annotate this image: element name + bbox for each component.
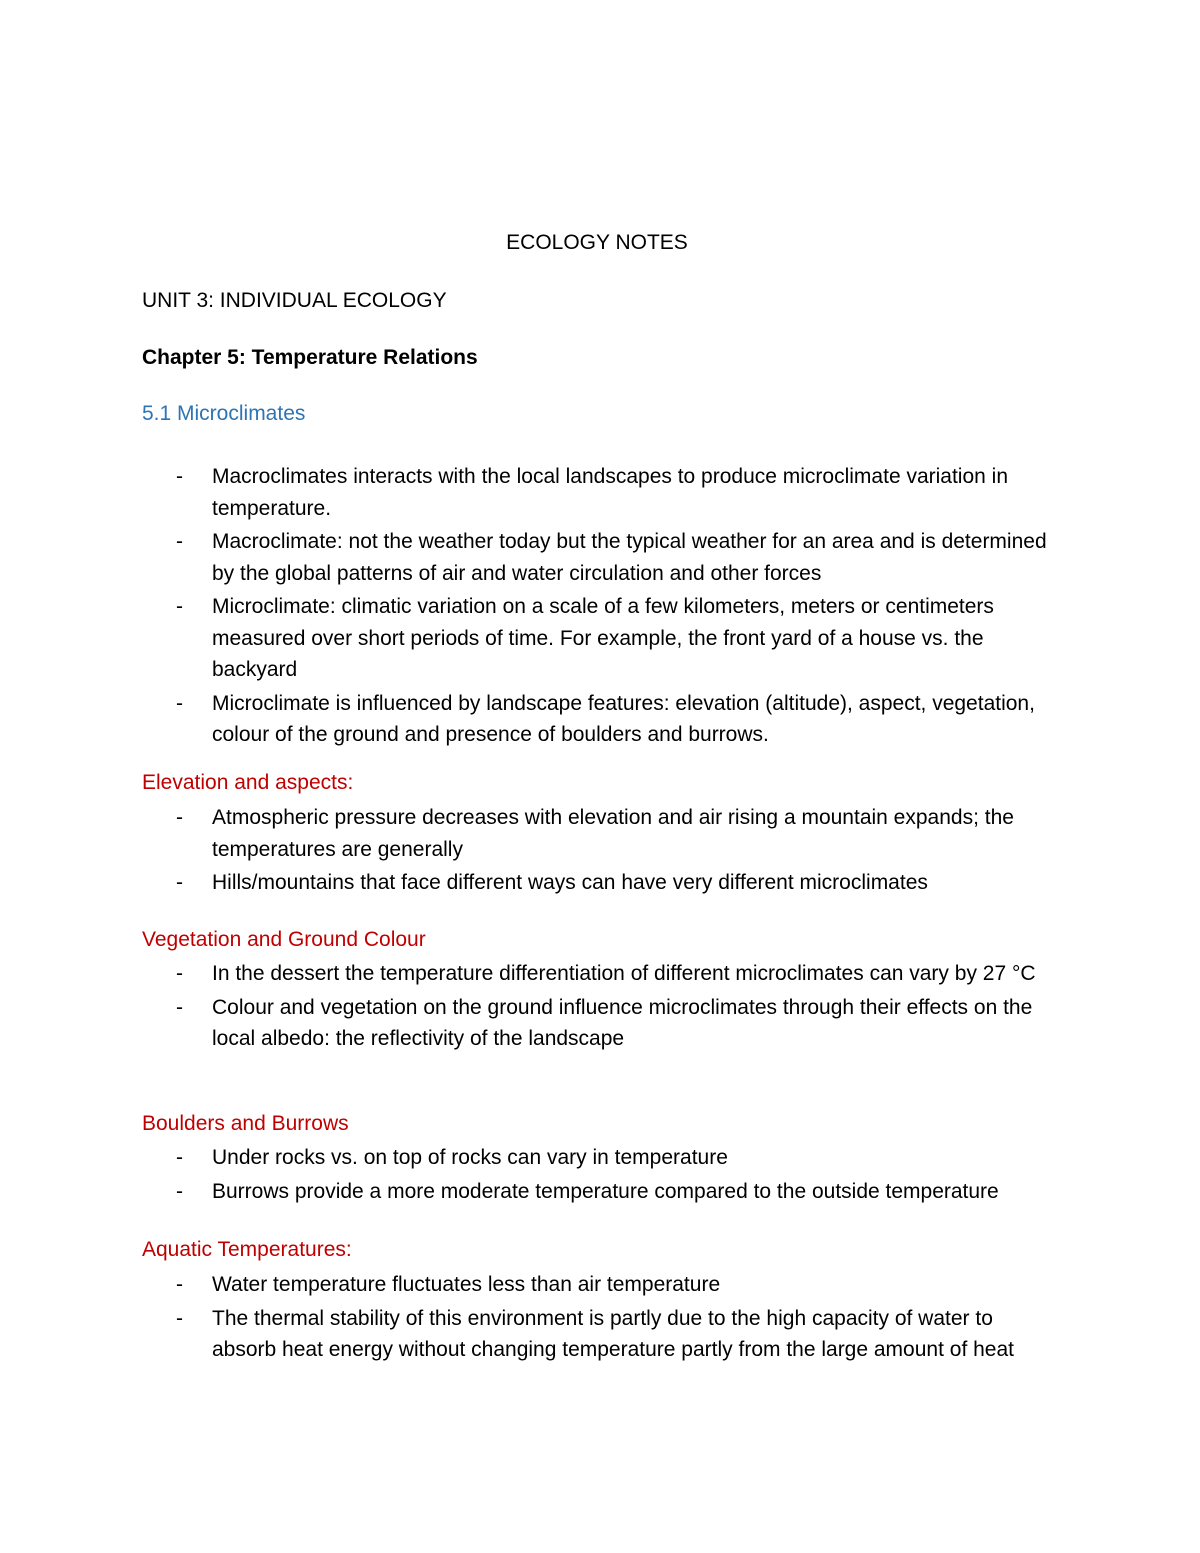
list-item bbox=[142, 867, 1062, 899]
bullet-marker: - bbox=[176, 1306, 183, 1330]
bullet-marker: - bbox=[176, 1146, 183, 1169]
bullet-marker: - bbox=[176, 962, 183, 985]
bullet-text: Under rocks vs. on top of rocks can vary in temperature bbox=[212, 1146, 728, 1169]
bullet-list-vegetation bbox=[142, 958, 1062, 1057]
bullet-text: Microclimate: climatic variation on a scale of a few kilometers, meters or centimeters measured over short periods of time. For example, the front yard of a house vs. the backyard bbox=[212, 595, 994, 681]
section-heading-elevation: Elevation and aspects: bbox=[142, 771, 354, 794]
list-item bbox=[142, 1176, 1062, 1208]
section-heading-aquatic: Aquatic Temperatures: bbox=[142, 1238, 352, 1261]
list-item bbox=[142, 461, 1062, 524]
bullet-text: Hills/mountains that face different ways can have very different microclimates bbox=[212, 871, 928, 894]
list-item bbox=[142, 1142, 1062, 1174]
bullet-text: Water temperature fluctuates less than air temperature bbox=[212, 1273, 721, 1296]
bullet-marker: - bbox=[176, 691, 183, 715]
section-heading-microclimates: 5.1 Microclimates bbox=[142, 402, 306, 425]
bullet-marker: - bbox=[176, 871, 183, 894]
bullet-list-aquatic bbox=[142, 1269, 1062, 1368]
bullet-list-microclimates bbox=[142, 461, 1062, 753]
bullet-text: Macroclimates interacts with the local landscapes to produce microclimate variation in temperature. bbox=[212, 465, 1009, 520]
bullet-text: The thermal stability of this environment is partly due to the high capacity of water to absorb heat energy without changing temperature partly from the large amount of heat bbox=[212, 1306, 1014, 1361]
bullet-text: In the dessert the temperature differentiation of different microclimates can vary by 27 °C bbox=[212, 962, 1036, 985]
bullet-text: Burrows provide a more moderate temperature compared to the outside temperature bbox=[212, 1179, 999, 1203]
bullet-text: Microclimate is influenced by landscape features: elevation (altitude), aspect, vegetation, colour of the ground and presence of boulders and burrows. bbox=[212, 691, 1035, 746]
bullet-marker: - bbox=[176, 1179, 183, 1203]
unit-title: UNIT 3: INDIVIDUAL ECOLOGY bbox=[142, 289, 447, 312]
list-item bbox=[142, 526, 1062, 589]
document-title: ECOLOGY NOTES bbox=[506, 231, 688, 254]
bullet-text: Colour and vegetation on the ground influence microclimates through their effects on the local albedo: the reflectivity of the landscape bbox=[212, 995, 1033, 1050]
bullet-marker: - bbox=[176, 1273, 183, 1296]
list-item bbox=[142, 958, 1062, 990]
list-item bbox=[142, 992, 1062, 1055]
bullet-list-elevation bbox=[142, 802, 1062, 901]
bullet-text: Macroclimate: not the weather today but the typical weather for an area and is determined by the global patterns of air and water circulation and other forces bbox=[212, 530, 1047, 585]
bullet-marker: - bbox=[176, 530, 183, 553]
list-item bbox=[142, 688, 1062, 751]
list-item bbox=[142, 1303, 1062, 1366]
list-item bbox=[142, 591, 1062, 686]
bullet-marker: - bbox=[176, 595, 183, 618]
list-item bbox=[142, 1269, 1062, 1301]
bullet-marker: - bbox=[176, 806, 183, 829]
bullet-marker: - bbox=[176, 995, 183, 1019]
chapter-title: Chapter 5: Temperature Relations bbox=[142, 346, 478, 369]
bullet-text: Atmospheric pressure decreases with elevation and air rising a mountain expands; the temperatures are generally bbox=[212, 806, 1014, 861]
bullet-list-boulders bbox=[142, 1142, 1062, 1209]
section-heading-boulders: Boulders and Burrows bbox=[142, 1112, 349, 1135]
section-heading-vegetation: Vegetation and Ground Colour bbox=[142, 928, 426, 951]
bullet-marker: - bbox=[176, 465, 183, 488]
list-item bbox=[142, 802, 1062, 865]
